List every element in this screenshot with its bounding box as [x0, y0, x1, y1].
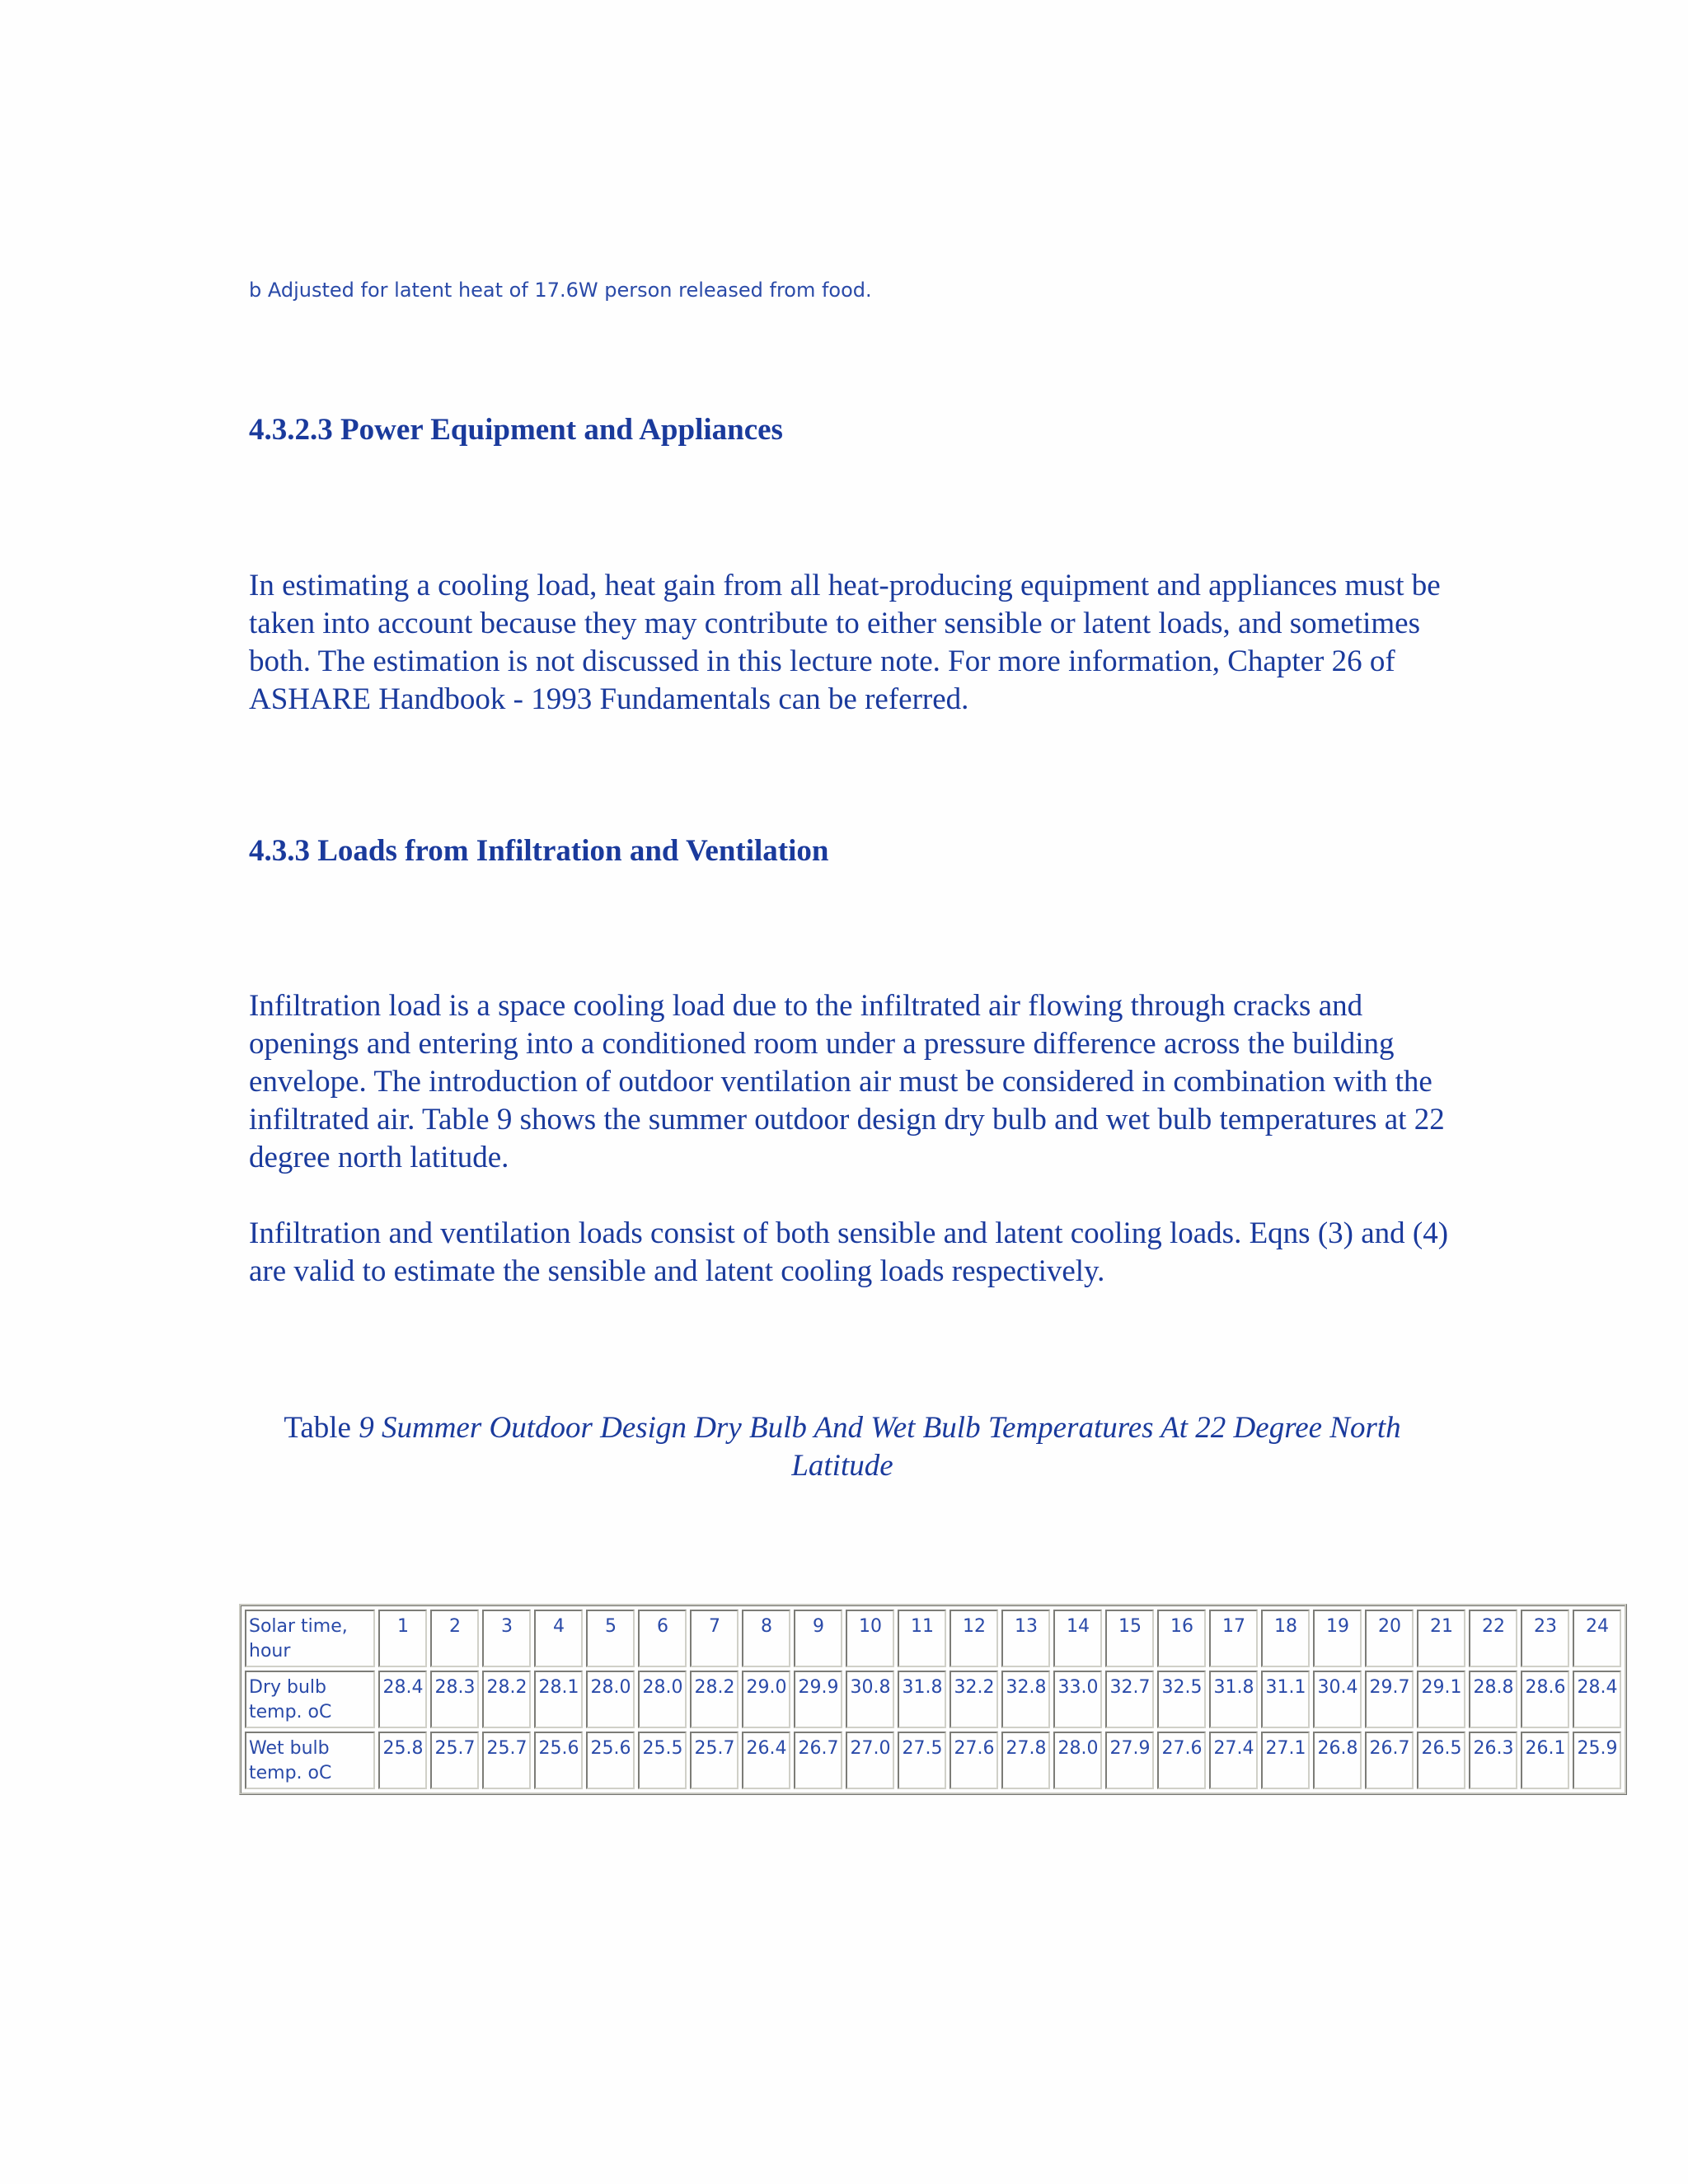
table-cell: 10	[846, 1610, 894, 1667]
table-cell: 11	[898, 1610, 946, 1667]
paragraph-power-equipment: In estimating a cooling load, heat gain from all heat-producing equipment and appliances must be taken into account because they may contribute to either sensible or latent loads, and sometimes both. The estimation is not discussed in this lecture note. For more information, Chapter 26 of ASHARE Handbook - 1993 Fundamentals can be referred.	[249, 569, 1441, 716]
table-cell: 27.5	[898, 1732, 946, 1789]
table-row	[245, 1732, 1621, 1789]
section-heading-infiltration: 4.3.3 Loads from Infiltration and Ventilation	[249, 834, 829, 868]
table-cell: 28.0	[586, 1671, 635, 1728]
table-row	[245, 1671, 1621, 1728]
table-cell: 32.7	[1105, 1671, 1154, 1728]
table-cell: 27.8	[1001, 1732, 1050, 1789]
table-cell: 22	[1469, 1610, 1517, 1667]
table-cell: 28.1	[534, 1671, 583, 1728]
table-cell: 27.0	[846, 1732, 894, 1789]
row-header: Solar time, hour	[245, 1610, 375, 1667]
table-caption-prefix: Table	[284, 1411, 351, 1445]
table-cell: 17	[1209, 1610, 1258, 1667]
table-cell: 27.9	[1105, 1732, 1154, 1789]
table-cell: 28.0	[1053, 1732, 1102, 1789]
table-cell: 16	[1157, 1610, 1206, 1667]
table-cell: 6	[638, 1610, 687, 1667]
row-header: Wet bulb temp. oC	[245, 1732, 375, 1789]
table-cell: 19	[1313, 1610, 1362, 1667]
table-cell: 29.1	[1417, 1671, 1465, 1728]
table-cell: 31.1	[1261, 1671, 1310, 1728]
table-cell: 25.8	[378, 1732, 427, 1789]
table-cell: 7	[690, 1610, 738, 1667]
table-cell: 26.3	[1469, 1732, 1517, 1789]
table-cell: 3	[482, 1610, 531, 1667]
footnote: b Adjusted for latent heat of 17.6W person released from food.	[249, 279, 872, 302]
table-cell: 26.1	[1521, 1732, 1569, 1789]
table-cell: 27.1	[1261, 1732, 1310, 1789]
table-cell: 28.0	[638, 1671, 687, 1728]
table-cell: 28.4	[378, 1671, 427, 1728]
table-cell: 32.2	[950, 1671, 998, 1728]
temperature-table-frame	[239, 1604, 1627, 1795]
table-cell: 5	[586, 1610, 635, 1667]
section-heading-power-equipment: 4.3.2.3 Power Equipment and Appliances	[249, 413, 783, 447]
table-cell: 18	[1261, 1610, 1310, 1667]
table-cell: 1	[378, 1610, 427, 1667]
table-cell: 31.8	[898, 1671, 946, 1728]
table-cell: 25.5	[638, 1732, 687, 1789]
table-cell: 33.0	[1053, 1671, 1102, 1728]
table-cell: 23	[1521, 1610, 1569, 1667]
paragraph-infiltration: Infiltration load is a space cooling load due to the infiltrated air flowing through cracks and openings and entering into a conditioned room under a pressure difference across the building envelope. The introduction of outdoor ventilation air must be considered in combination with the infiltrated air. Table 9 shows the summer outdoor design dry bulb and wet bulb temperatures at 22 degree north latitude.	[249, 989, 1445, 1174]
table-cell: 32.5	[1157, 1671, 1206, 1728]
table-cell: 25.7	[430, 1732, 479, 1789]
table-cell: 29.7	[1365, 1671, 1414, 1728]
table-cell: 4	[534, 1610, 583, 1667]
table-cell: 27.4	[1209, 1732, 1258, 1789]
table-cell: 28.2	[690, 1671, 738, 1728]
table-row	[245, 1610, 1621, 1667]
paragraph-infiltration-loads: Infiltration and ventilation loads consist of both sensible and latent cooling loads. Eqns (3) and (4) are valid to estimate the sensible and latent cooling loads respectively.	[249, 1216, 1449, 1288]
table-cell: 8	[742, 1610, 790, 1667]
table-cell: 12	[950, 1610, 998, 1667]
table-cell: 29.9	[794, 1671, 842, 1728]
table-cell: 26.8	[1313, 1732, 1362, 1789]
table-cell: 26.7	[794, 1732, 842, 1789]
table-cell: 24	[1573, 1610, 1621, 1667]
table-cell: 26.7	[1365, 1732, 1414, 1789]
table-cell: 28.4	[1573, 1671, 1621, 1728]
table-cell: 15	[1105, 1610, 1154, 1667]
table-cell: 29.0	[742, 1671, 790, 1728]
table-cell: 9	[794, 1610, 842, 1667]
table-cell: 25.6	[586, 1732, 635, 1789]
table-cell: 30.8	[846, 1671, 894, 1728]
table-cell: 32.8	[1001, 1671, 1050, 1728]
table-cell: 28.2	[482, 1671, 531, 1728]
row-header: Dry bulb temp. oC	[245, 1671, 375, 1728]
table-cell: 2	[430, 1610, 479, 1667]
table-cell: 28.6	[1521, 1671, 1569, 1728]
table-cell: 20	[1365, 1610, 1414, 1667]
table-cell: 28.3	[430, 1671, 479, 1728]
table-cell: 26.4	[742, 1732, 790, 1789]
table-cell: 13	[1001, 1610, 1050, 1667]
table-cell: 14	[1053, 1610, 1102, 1667]
table-cell: 25.9	[1573, 1732, 1621, 1789]
table-caption	[249, 1409, 1436, 1485]
table-cell: 21	[1417, 1610, 1465, 1667]
table-caption-title: 9 Summer Outdoor Design Dry Bulb And Wet Bulb Temperatures At 22 Degree North Latitude	[359, 1411, 1401, 1483]
table-cell: 26.5	[1417, 1732, 1465, 1789]
table-cell: 27.6	[950, 1732, 998, 1789]
table-cell: 25.7	[690, 1732, 738, 1789]
table-cell: 31.8	[1209, 1671, 1258, 1728]
table-cell: 30.4	[1313, 1671, 1362, 1728]
table-cell: 27.6	[1157, 1732, 1206, 1789]
temperature-table	[241, 1606, 1625, 1793]
table-cell: 25.7	[482, 1732, 531, 1789]
table-cell: 25.6	[534, 1732, 583, 1789]
table-cell: 28.8	[1469, 1671, 1517, 1728]
